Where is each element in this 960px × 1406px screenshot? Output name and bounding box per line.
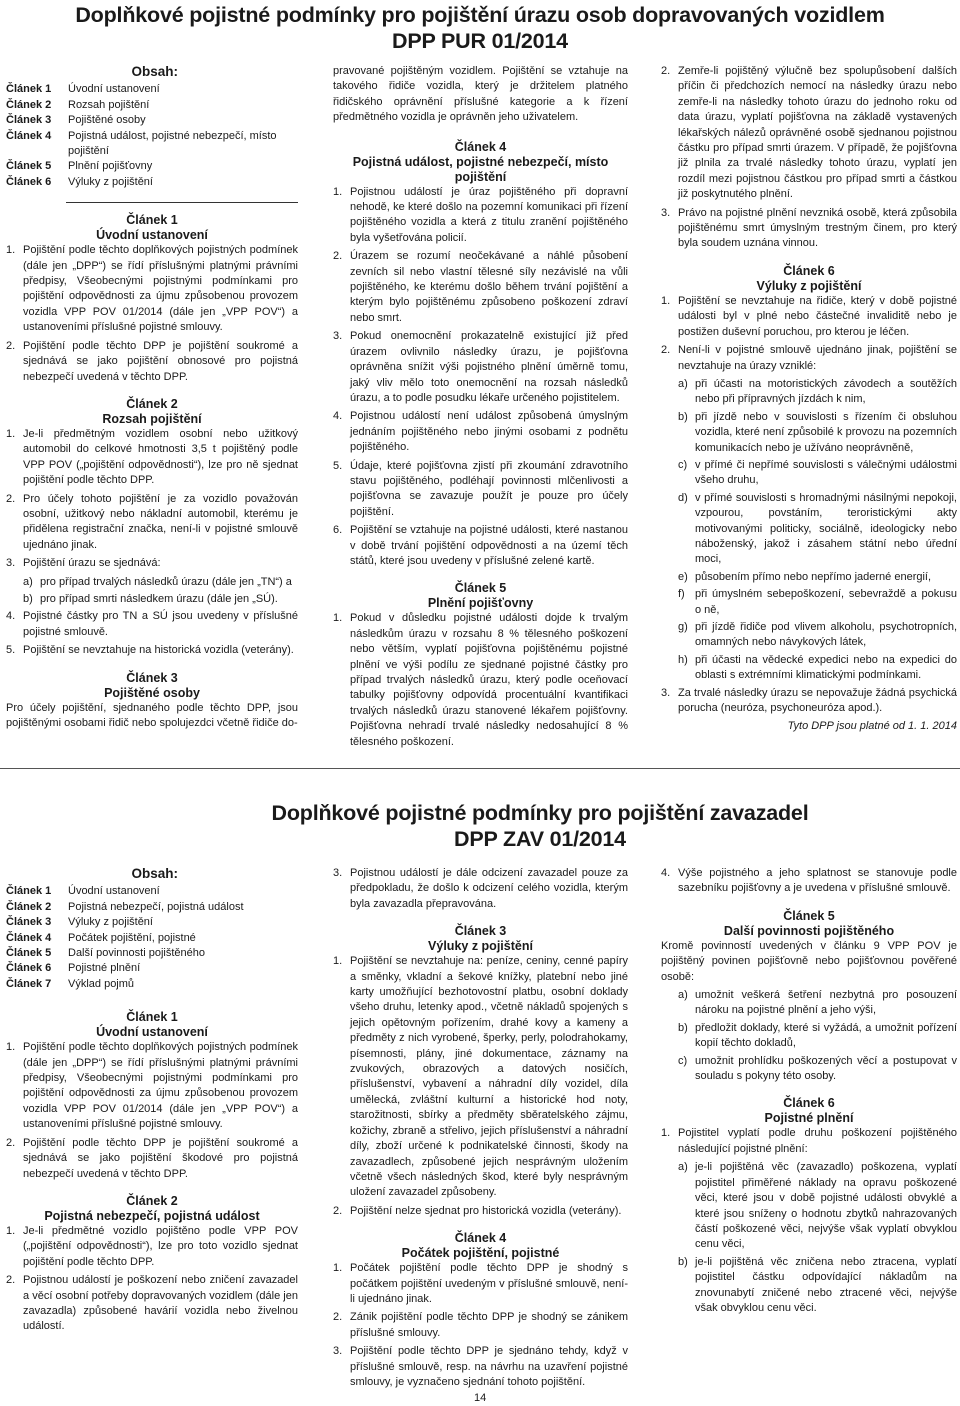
list-item (6, 1273, 298, 1335)
toc-article-number: Článek 4 (6, 129, 52, 142)
toc-row (6, 113, 298, 128)
sublist-text: umožnit veškerá šetření nezbytná pro posouzení nároku na pojistné plnění a jeho výši, (695, 989, 957, 1017)
list-item (661, 1126, 957, 1157)
article-heading: Článek 1 (126, 1010, 178, 1025)
sublist-item (23, 575, 298, 590)
toc-article-title: Úvodní ustanovení (68, 885, 160, 898)
list-item (6, 643, 298, 658)
article-title: Pojistné plnění (764, 1111, 854, 1126)
list-number: 1. (6, 427, 16, 440)
list-number: 2. (6, 339, 16, 352)
article-3-text: Pro účely pojištění, sjednaného podle těchto DPP, jsou pojištěnými osobami řidič nebo spolujezdci včetně řidiče do- (6, 701, 298, 729)
article-3-body (333, 954, 628, 1219)
list-number: 2. (333, 1311, 343, 1324)
article-heading: Článek 5 (783, 908, 835, 923)
article-5-sublist (661, 988, 957, 1084)
sublist-letter: e) (678, 570, 688, 583)
article-heading: Článek 6 (783, 1096, 835, 1111)
list-item (6, 339, 298, 385)
toc-article-title: Výluky z pojištění (68, 916, 153, 929)
sublist-item (678, 1255, 957, 1317)
toc-article-title: Výklad pojmů (68, 977, 135, 990)
doc2-title (140, 800, 940, 852)
list-number: 4. (6, 610, 16, 623)
article-1-body (6, 1040, 298, 1182)
sublist-text: v přímé souvislosti s hromadnými násilnými nepokoji, vzpourou, povstáním, teroristickými akty motivovanými politicky, sociálně, ideologicky nebo náboženský, jakož i zásahem státní nebo úřední moci, (695, 491, 957, 566)
article-2-body-continued (333, 866, 628, 912)
sublist-item (678, 570, 957, 585)
list-number: 3. (6, 557, 16, 570)
sublist-item (678, 1054, 957, 1085)
list-item (333, 523, 628, 569)
doc1-title-line2: DPP PUR 01/2014 (392, 29, 568, 53)
list-text: Zánik pojištění podle těchto DPP je shodný se zánikem příslušné smlouvy. (350, 1311, 628, 1339)
list-item (6, 556, 298, 571)
toc-article-number: Článek 5 (6, 947, 52, 960)
sublist-item (678, 653, 957, 684)
doc1-column-2 (333, 64, 628, 753)
article-5-text: Kromě povinností uvedených v článku 9 VPP POV je pojištěný povinen pojišťovně nebo pojišťovnou pověřené osobě: (661, 939, 957, 983)
doc2-column-3 (661, 866, 957, 1318)
sublist-letter: d) (678, 491, 688, 504)
article-title: Další povinnosti pojištěného (723, 923, 895, 938)
list-number: 1. (661, 294, 671, 307)
list-number: 6. (333, 524, 343, 537)
toc-article-title: Další povinnosti pojištěného (68, 947, 205, 960)
toc-article-title: Pojistná událost, pojistné nebezpečí, místo pojištění (68, 129, 277, 158)
article-2-body (6, 427, 298, 572)
sublist-letter: b) (678, 410, 688, 423)
list-number: 3. (333, 867, 343, 879)
toc-article-title: Pojištěné osoby (68, 114, 146, 127)
list-number: 2. (6, 1274, 16, 1287)
toc-article-title: Výluky z pojištění (68, 175, 153, 188)
doc2-toc (6, 884, 298, 992)
toc-article-title: Pojistná nebezpečí, pojistná událost (68, 900, 244, 913)
list-text: Pojistnou událostí není událost způsobená úmyslným jednáním pojištěného nebo jinými osobami z podnětu pojištěného. (350, 410, 628, 454)
list-number: 1. (6, 1224, 16, 1237)
toc-row (6, 82, 298, 97)
sublist-letter: a) (678, 377, 688, 390)
list-text: Pojištění úrazu se sjednává: (23, 557, 161, 570)
article-heading: Článek 6 (783, 263, 835, 278)
sublist-text: je-li pojištěná věc (zavazadlo) poškozena, vyplatí pojistitel přiměřené náklady na opravu poškozené věci, které jsou v době pojistné události obvyklé a které jsou sníženy o hodnotu zbytků nahrazovaných částí poškozené věci, nejvýše však vyplatí obvyklou cenu věci, (695, 1161, 957, 1251)
doc1-column-3 (661, 64, 957, 735)
list-item (333, 1310, 628, 1341)
article-6-sublist (661, 377, 957, 684)
toc-row (6, 946, 298, 961)
article-heading: Článek 2 (126, 1193, 178, 1208)
article-title: Pojistná nebezpečí, pojistná událost (44, 1208, 260, 1223)
sublist-letter: g) (678, 621, 688, 633)
list-text: Pojištění podle těchto doplňkových pojistných podmínek (dále jen „DPP“) se řídí příslušnými platnými právními předpisy, Všeobecnými pojistnými podmínkami pro pojištění odpovědnosti za újmu způsobenou provozem vozidla VPP POV 01/2014 (dále jen „VPP POV“) a ustanoveními příslušné pojistné smlouvy. (23, 244, 298, 334)
sublist-item (678, 377, 957, 408)
list-number: 4. (661, 867, 671, 879)
doc2-title-line2: DPP ZAV 01/2014 (454, 827, 626, 851)
list-item (333, 611, 628, 750)
toc-article-title: Počátek pojištění, pojistné (68, 931, 196, 944)
list-item (661, 294, 957, 340)
sublist-item (678, 491, 957, 568)
list-text: Pojistnou událostí je poškození nebo zničení zavazadel a věcí osobní potřeby dopravovaných vozidlem (dále jen zavazadla) způsobené havárií vozidla nebo živelnou událostí. (23, 1274, 298, 1333)
list-text: Je-li předmětné vozidlo pojištěno podle VPP POV („pojištění odpovědnosti“), lze pro toto vozidlo sjednat pojištění podle těchto DPP. (23, 1224, 298, 1268)
list-text: Výše pojistného a jeho splatnost se stanovuje podle sazebníku pojišťovny a je uvedena v příslušné smlouvě. (678, 867, 957, 895)
sublist-letter: a) (678, 989, 688, 1002)
list-number: 1. (333, 612, 343, 625)
toc-row (6, 915, 298, 930)
sublist-item (678, 587, 957, 618)
article-6-body (661, 294, 957, 374)
list-item (333, 1344, 628, 1390)
article-6-body-continued (661, 686, 957, 717)
sublist-item (678, 410, 957, 456)
list-item (6, 492, 298, 554)
list-number: 2. (6, 1136, 16, 1149)
toc-article-number: Článek 2 (6, 900, 52, 913)
list-item (333, 954, 628, 1201)
list-item (6, 1040, 298, 1132)
list-item (333, 1204, 628, 1219)
article-title: Pojistná událost, pojistné nebezpečí, místo pojištění (352, 154, 609, 184)
list-number: 1. (6, 244, 16, 257)
article-5-body (333, 611, 628, 750)
toc-article-number: Článek 3 (6, 916, 52, 929)
toc-article-number: Článek 6 (6, 962, 52, 975)
sublist-letter: b) (23, 592, 33, 605)
toc-row (6, 129, 298, 160)
article-title: Plnění pojišťovny (427, 596, 534, 611)
toc-article-number: Článek 5 (6, 160, 52, 173)
list-number: 1. (333, 1262, 343, 1275)
toc-divider (66, 202, 298, 203)
toc-row (6, 159, 298, 174)
list-text: Není-li v pojistné smlouvě ujednáno jinak, pojištění se nevztahuje na úrazy vzniklé: (678, 344, 957, 372)
toc-article-number: Článek 4 (6, 931, 52, 944)
list-item (6, 609, 298, 640)
list-text: Pojištění se nevztahuje na: peníze, ceniny, cenné papíry a směnky, vkladní a šekové knížky, platební nebo jiné karty umožňující bezhotovostní platbu, osobní doklady všeho druhu, letenky apod., včetně nákladů spojených s jejich opětovným pořízením, drahé kovy a kameny a předměty z nich vyrobené, šperky, perly, polodrahokamy, písemnosti, plány, jiné dokumentace, záznamy na zvukových, obrazových a datových nosičích, příslušenství, vybavení a náhradní díly vozidel, díla umělecká, zvláštní kulturní a historické hod noty, starožitnosti, sbírky a předměty sběratelského zájmu, kožichy, zbraně a střelivo, jejich příslušenství a náhradní díly, zboží určené k podnikatelské činnosti, škody na zavazadlech, způsobené jejich nesprávným uložením včetně všech následných škod, které byly nesprávným uložení zavazadel způsobeny. (350, 955, 628, 1199)
article-5-body-continued (661, 64, 957, 252)
article-heading: Článek 1 (126, 213, 178, 228)
article-heading: Článek 5 (454, 581, 507, 596)
list-text: Úrazem se rozumí neočekávané a náhlé působení zevních sil nebo vlastní tělesné síly nezávislé na vůli pojištěného, ke kterému došlo během trvání pojištění a kterým bylo pojištěnému způsobeno poškození zdraví nebo smrt. (350, 250, 628, 324)
list-text: Za trvalé následky úrazu se nepovažuje žádná psychická porucha (neuróza, psychoneuróza apod.). (678, 686, 957, 715)
list-text: Pokud v důsledku pojistné události dojde k trvalým následkům úrazu v rozsahu 8 % tělesného poškození nebo větším, vyplatí pojišťovna pojištěnému pojistné plnění ve výši podílu ze sjednané pojistné částky pro případ trvalých následků úrazu, který podle oceňovací tabulky pojišťovny odpovídá procentuální kvantifikaci trvalých následků úrazu stanovené lékařem pojišťovny. Pojišťovna nehradí trvalé následky nedosahující 8 % tělesného poškození. (350, 612, 628, 748)
sublist-letter: c) (678, 1054, 688, 1067)
toc-article-number: Článek 1 (6, 885, 52, 898)
article-4-body (333, 185, 628, 570)
list-text: Pojistnou událostí je úraz pojištěného při dopravní nehodě, ke které došlo na pozemní komunikaci při řízení pojištěného vozidla a která z titulu zranění pojištěného byla vyšetřována policií. (350, 185, 628, 244)
toc-article-number: Článek 6 (6, 175, 52, 188)
page-number: 14 (474, 1392, 487, 1404)
sublist-item (678, 458, 957, 489)
toc-article-number: Článek 3 (6, 114, 52, 127)
doc1-column-1 (6, 64, 298, 734)
list-text: Pojistitel vyplatí podle druhu poškození pojištěného následující pojistné plnění: (678, 1127, 957, 1155)
sublist-text: v přímé či nepřímé souvislosti s válečnými událostmi všeho druhu, (695, 458, 957, 487)
article-6-body (661, 1126, 957, 1157)
sublist-text: působením přímo nebo nepřímo jaderné energií, (695, 570, 932, 583)
list-text: Pojistné částky pro TN a SÚ jsou uvedeny v příslušné pojistné smlouvě. (23, 610, 298, 638)
sublist-text: při účasti na vědecké expedici nebo na expedici do oblasti s extrémními klimatickými podmínkami. (695, 653, 957, 682)
sublist-letter: a) (23, 575, 33, 588)
list-text: Pojištění se vztahuje na pojistné události, které nastanou v době trvání pojištění odpovědnosti a na území těch států, které jsou uvedeny v příslušné zelené kartě. (350, 524, 628, 567)
doc2-column-2 (333, 866, 628, 1393)
sublist-text: předložit doklady, které si vyžádá, a umožnit pořízení kopií těchto dokladů, (695, 1021, 957, 1050)
sublist-text: pro případ trvalých následků úrazu (dále jen „TN“) a (40, 575, 292, 588)
article-title: Úvodní ustanovení (96, 228, 208, 243)
list-text: Pojištění podle těchto DPP je pojištění soukromé a sjednává se jako pojištění škodové pro pojistná nebezpečí uvedená v těchto DPP. (23, 1136, 298, 1180)
doc1-toc-heading: Obsah: (131, 64, 178, 79)
article-heading: Článek 2 (126, 396, 178, 411)
list-text: Údaje, které pojišťovna zjistí při zkoumání zdravotního stavu pojištěného, podléhají povinnosti mlčenlivosti a pojišťovna se zavazuje použít je pouze pro účely pojištění. (350, 459, 628, 518)
toc-row (6, 961, 298, 976)
article-heading: Článek 3 (126, 670, 178, 685)
toc-row (6, 900, 298, 915)
list-item (333, 329, 628, 406)
toc-article-title: Úvodní ustanovení (68, 83, 160, 96)
list-text: Pojištění podle těchto DPP je sjednáno tehdy, když v příslušné smlouvě, resp. na návrhu na uzavření pojistné smlouvy, je vyznačeno sjednání tohoto pojištění. (350, 1345, 628, 1388)
toc-article-number: Článek 2 (6, 98, 52, 111)
list-number: 2. (333, 250, 343, 263)
sublist-text: při účasti na motoristických závodech a soutěžích nebo při přípravných jízdách k nim, (695, 377, 957, 406)
sublist-letter: f) (678, 588, 685, 601)
list-item (6, 1224, 298, 1270)
article-3-continuation: pravované pojištěným vozidlem. Pojištění se vztahuje na takového řidiče vozidla, který je držitelem platného řidičského oprávnění příslušné kategorie a k řízení předmětného vozidla je oprávněn jeho uživatelem. (333, 65, 628, 124)
article-2-sublist (6, 575, 298, 608)
toc-row (6, 977, 298, 992)
list-item (333, 1261, 628, 1307)
toc-row (6, 884, 298, 899)
list-number: 3. (333, 1345, 343, 1358)
sublist-item (678, 620, 957, 651)
sublist-text: pro případ smrti následkem úrazu (dále jen „SÚ). (40, 592, 278, 605)
list-text: Pojištění podle těchto doplňkových pojistných podmínek (dále jen „DPP“) se řídí příslušnými platnými právními předpisy, Všeobecnými pojistnými podmínkami pro pojištění odpovědnosti za újmu způsobenou provozem vozidla VPP POV 01/2014 (dále jen „VPP POV“) a ustanoveními příslušné pojistné smlouvy. (23, 1041, 298, 1131)
article-title: Rozsah pojištění (102, 411, 202, 426)
section-divider (0, 768, 960, 769)
article-6-sublist (661, 1160, 957, 1316)
list-number: 1. (6, 1041, 16, 1054)
doc1-title-line1: Doplňkové pojistné podmínky pro pojištění úrazu osob dopravovaných vozidlem (75, 3, 885, 27)
toc-article-number: Článek 1 (6, 83, 52, 96)
list-item (333, 459, 628, 521)
list-number: 1. (333, 185, 343, 198)
list-item (333, 866, 628, 912)
toc-article-title: Pojistné plnění (68, 962, 141, 975)
list-item (661, 343, 957, 374)
article-heading: Článek 4 (454, 139, 507, 154)
list-number: 5. (333, 459, 343, 472)
toc-row (6, 175, 298, 190)
list-number: 2. (661, 65, 671, 77)
list-text: Pojištění se nevztahuje na historická vozidla (veterány). (23, 644, 294, 657)
list-text: Je-li předmětným vozidlem osobní nebo užitkový automobil do celkové hmotnosti 3,5 t pojištěný podle VPP POV („pojištění odpovědnosti“), lze pro ně sjednat pojištění podle těchto DPP. (23, 427, 298, 487)
list-item (6, 427, 298, 489)
sublist-text: při jízdě řidiče pod vlivem alkoholu, psychotropních, omamných nebo návykových látek, (695, 621, 957, 649)
list-item (333, 249, 628, 326)
list-text: Právo na pojistné plnění nevzniká osobě, která způsobila pojištěnému smrt úmyslným trestným činem, pro který byla soudem uznána vinnou. (678, 206, 957, 250)
sublist-item (23, 592, 298, 607)
article-title: Výluky z pojištění (428, 939, 533, 954)
list-item (333, 409, 628, 455)
article-1-body (6, 243, 298, 385)
list-text: Pojištění nelze sjednat pro historická vozidla (veterány). (350, 1204, 622, 1217)
list-number: 4. (333, 410, 343, 423)
article-2-body (6, 1224, 298, 1335)
list-item (6, 243, 298, 335)
article-title: Úvodní ustanovení (96, 1025, 208, 1040)
article-4-body (333, 1261, 628, 1390)
article-4-body-continued (661, 866, 957, 897)
sublist-letter: c) (678, 458, 688, 471)
article-heading: Článek 3 (454, 924, 507, 939)
doc2-column-1 (6, 866, 298, 1338)
list-number: 2. (661, 344, 671, 357)
list-item (6, 1136, 298, 1182)
doc2-toc-heading: Obsah: (131, 866, 178, 881)
sublist-text: umožnit prohlídku poškozených věcí a postupovat v souladu s pokyny této osoby. (695, 1054, 957, 1083)
article-title: Výluky z pojištění (756, 278, 862, 293)
list-item (661, 866, 957, 897)
list-number: 1. (661, 1127, 671, 1140)
doc2-title-line1: Doplňkové pojistné podmínky pro pojištění zavazadel (271, 801, 809, 825)
list-number: 3. (661, 686, 671, 699)
list-text: Pokud onemocnění prokazatelně existující již před úrazem ovlivnilo následky úrazu, je pojišťovna oprávněna snížit výši pojistného plnění úměrně tomu, jaký vliv mělo toto onemocnění na rozsah následků úrazu, a to podle posudku lékaře určeného pojistitelem. (350, 330, 628, 404)
list-text: Pojistnou událostí je dále odcizení zavazadel pouze za předpokladu, že došlo k odcizení celého vozidla, kterým byla zavazadla přepravována. (350, 867, 628, 910)
list-item (661, 206, 957, 252)
validity-note: Tyto DPP jsou platné od 1. 1. 2014 (787, 720, 957, 733)
list-number: 1. (333, 955, 343, 968)
toc-article-number: Článek 7 (6, 977, 52, 990)
list-number: 5. (6, 644, 16, 657)
doc1-toc (6, 82, 298, 190)
article-title: Pojištěné osoby (104, 685, 200, 700)
sublist-item (678, 1021, 957, 1052)
doc1-title (40, 2, 920, 54)
toc-article-title: Rozsah pojištění (68, 98, 150, 111)
list-item (661, 686, 957, 717)
sublist-item (678, 1160, 957, 1252)
sublist-letter: a) (678, 1161, 688, 1174)
sublist-item (678, 988, 957, 1019)
sublist-text: při úmyslném sebepoškození, sebevraždě a pokusu o ně, (695, 588, 957, 616)
sublist-letter: b) (678, 1021, 688, 1034)
list-text: Pro účely tohoto pojištění je za vozidlo považován osobní, užitkový nebo nákladní automobil, kterému je přidělena registrační značka, není-li v pojistné smlouvě ujednáno jinak. (23, 492, 298, 551)
list-text: Pojištění se nevztahuje na řidiče, který v době pojistné události byl v plné nebo částečné invaliditě nebo je postižen duševní poruchou, pro kterou je léčen. (678, 294, 957, 338)
list-number: 2. (333, 1204, 343, 1217)
sublist-text: při jízdě nebo v souvislosti s řízením či obsluhou vozidla, které není způsobilé k provozu na pozemních komunikacích nebo je užíváno neoprávněně, (695, 410, 957, 454)
list-text: Zemře-li pojištěný výlučně bez spolupůsobení dalších příčin či předchozích nemocí na následky úrazu nebo zemře-li na následky tohoto úrazu do jednoho roku od data úrazu, vyplatí pojišťovna na základě vystavených lékařských nálezů oprávněné osobě sjednanou pojistnou částku pro případ smrti úrazem. V případě, že pojišťovna již plnila za trvalé následky tohoto úrazu, vyplatí jen rozdíl mezi pojistnou částkou pro případ smrti a částkou již poskytnutého plnění. (678, 65, 957, 201)
list-item (661, 64, 957, 203)
toc-article-title: Plnění pojišťovny (68, 160, 153, 173)
article-heading: Článek 4 (454, 1231, 507, 1246)
article-2-body-continued (6, 609, 298, 658)
list-text: Pojištění podle těchto DPP je pojištění soukromé a sjednává se jako pojištění obnosové pro pojistná nebezpečí uvedená v těchto DPP. (23, 339, 298, 383)
list-item (333, 185, 628, 247)
sublist-letter: b) (678, 1255, 688, 1268)
list-number: 2. (6, 492, 16, 505)
sublist-text: je-li pojištěná věc zničena nebo ztracena, vyplatí pojistitel částku odpovídající nákladům na znovunabytí zničené nebo ztracené věci, nejvýše však obvyklou cenu věci. (695, 1255, 957, 1314)
sublist-letter: h) (678, 653, 688, 666)
toc-row (6, 931, 298, 946)
list-text: Počátek pojištění podle těchto DPP je shodný s počátkem pojištění uvedeným v příslušné smlouvě, není-li ujednáno jinak. (350, 1262, 628, 1305)
list-number: 3. (661, 206, 671, 219)
toc-row (6, 98, 298, 113)
list-number: 3. (333, 330, 343, 343)
article-title: Počátek pojištění, pojistné (401, 1246, 560, 1261)
